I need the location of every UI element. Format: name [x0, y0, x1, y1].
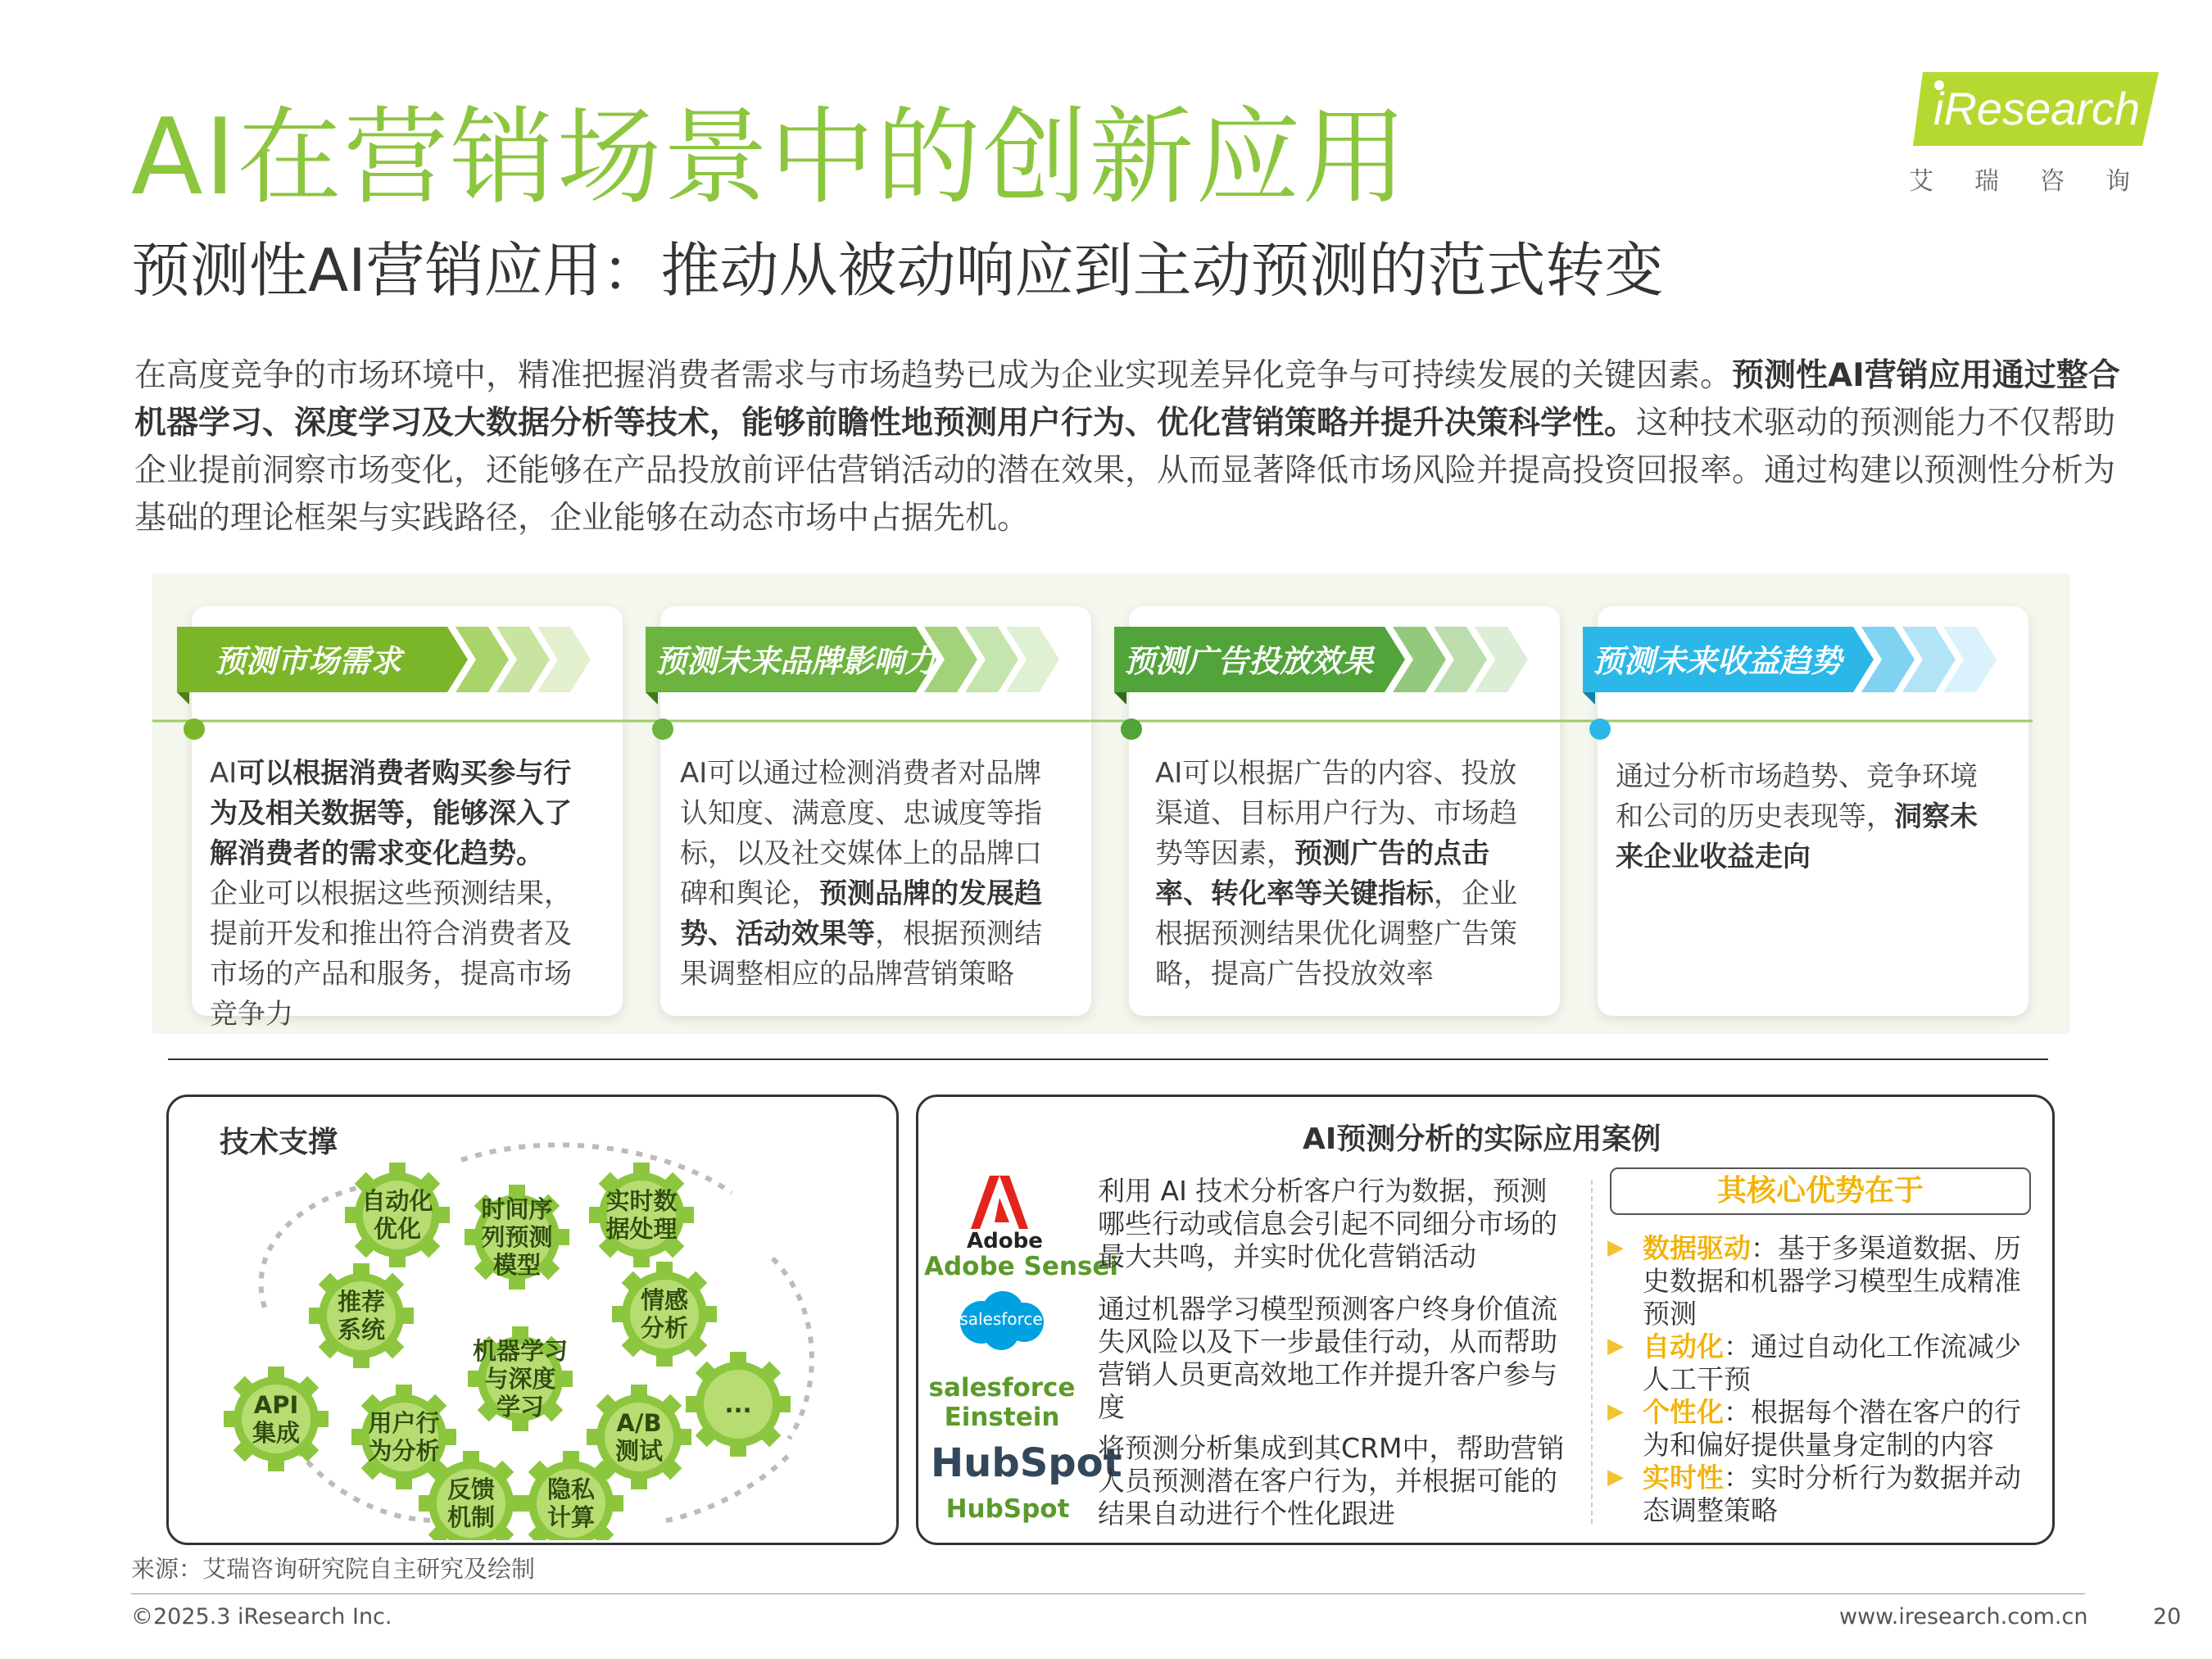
card4-pre: 通过分析市场趋势、竞争环境和公司的历史表现等， — [1616, 760, 1978, 833]
adobe-logo-text: Adobe — [967, 1229, 1043, 1253]
advantage-arrow-icon: ▶ — [1607, 1334, 1624, 1358]
gear-label-timeseries: 时间序 列预测 模型 — [481, 1195, 553, 1279]
gear-label-realtime: 实时数 据处理 — [605, 1187, 678, 1243]
page-number: 20 — [2153, 1604, 2182, 1630]
card3-bold: 预测广告的点击率、转化率等关键指标 — [1155, 837, 1489, 910]
gear-label-sentiment: 情感 分析 — [640, 1286, 688, 1342]
intro-bold: 预测性AI营销应用通过整合机器学习、深度学习及大数据分析等技术，能够前瞻性地预测用户行为、优化营销策略并提升决策科学性。 — [134, 357, 2120, 442]
gear-label-userbehavior: 用户行 为分析 — [368, 1409, 440, 1465]
card1-post: 企业可以根据这些预测结果，提前开发和推出符合消费者及市场的产品和服务，提高市场竞争力 — [210, 877, 572, 1031]
card-text-revenue-trend — [1616, 757, 2001, 877]
intro-part2: 这种技术驱动的预测能力不仅帮助企业提前洞察市场变化，还能够在产品投放前评估营销活动的潜在效果，从而显著降低市场风险并提高投资回报率。通过构建以预测性分析为基础的理论框架与实践路径，企业能够在动态市场中占据先机。 — [134, 405, 2116, 537]
advantage-text: ：根据每个潜在客户的行为和偏好提供量身定制的内容 — [1643, 1396, 2021, 1461]
intro-paragraph — [134, 352, 2133, 542]
logo-subtext: 艾瑞咨询 — [1909, 167, 2171, 196]
brand-salesforce-einstein: salesforce Einstein — [928, 1373, 1076, 1432]
tag-label-revenue-trend: 预测未来收益趋势 — [1593, 643, 1843, 679]
card1-bold: 可以根据消费者购买参与行为及相关数据等，能够深入了解消费者的需求变化趋势。 — [210, 757, 572, 870]
section-divider — [168, 1058, 2048, 1060]
advantage-automation — [1643, 1330, 2036, 1396]
gear-label-ml: 机器学习 与深度 学习 — [472, 1337, 568, 1421]
gear-label-recommend: 推荐 系统 — [337, 1288, 385, 1344]
advantage-text: ：通过自动化工作流减少人工干预 — [1643, 1330, 2021, 1395]
card-text-brand-influence — [680, 754, 1065, 995]
card-text-market-demand — [210, 754, 595, 1035]
advantage-text: ：基于多渠道数据、历史数据和机器学习模型生成精准预测 — [1643, 1232, 2021, 1330]
card2-post: ，根据预测结果调整相应的品牌营销策略 — [680, 918, 1042, 990]
advantages-title: 其核心优势在于 — [1610, 1167, 2031, 1215]
card3-pre: AI可以根据广告的内容、投放渠道、目标用户行为、市场趋势等因素， — [1155, 757, 1517, 870]
gear-label-abtest: A/B 测试 — [614, 1409, 663, 1465]
advantage-arrow-icon: ▶ — [1607, 1465, 1624, 1489]
gear-label-auto: 自动化 优化 — [361, 1187, 433, 1243]
footer-line — [131, 1593, 2085, 1594]
logo-text: iResearch — [1933, 83, 2141, 134]
page-subtitle: 预测性AI营销应用：推动从被动响应到主动预测的范式转变 — [131, 236, 1664, 305]
advantage-arrow-icon: ▶ — [1607, 1399, 1624, 1424]
card-text-ad-effect — [1155, 754, 1540, 995]
case-text-hubspot: 将预测分析集成到其CRM中，帮助营销人员预测潜在客户行为，并根据可能的结果自动进行个性化跟进 — [1098, 1432, 1565, 1530]
gear-label-api: API 集成 — [252, 1391, 300, 1447]
cases-title: AI预测分析的实际应用案例 — [1303, 1122, 1661, 1156]
case-text-adobe: 利用 AI 技术分析客户行为数据，预测哪些行动或信息会引起不同细分市场的最大共鸣，并实时优化营销活动 — [1098, 1175, 1557, 1272]
card1-pre: AI — [210, 757, 238, 790]
gear-label-more: ... — [724, 1390, 752, 1418]
tech-support-title: 技术支撑 — [220, 1126, 338, 1159]
gear-label-privacy: 隐私 计算 — [546, 1475, 595, 1531]
advantage-key: 数据驱动 — [1643, 1232, 1751, 1264]
advantage-text: ：实时分析行为数据并动态调整策略 — [1643, 1462, 2021, 1526]
cases-divider — [1591, 1180, 1593, 1524]
tag-label-brand-influence: 预测未来品牌影响力 — [655, 643, 936, 679]
source-note: 来源：艾瑞咨询研究院自主研究及绘制 — [131, 1555, 536, 1583]
brand-hubspot: HubSpot — [945, 1494, 1070, 1524]
advantage-key: 自动化 — [1643, 1330, 1724, 1362]
website-link[interactable]: www.iresearch.com.cn — [1839, 1604, 2088, 1630]
copyright: ©2025.3 iResearch Inc. — [131, 1604, 392, 1630]
advantage-personalization — [1643, 1396, 2036, 1462]
case-text-salesforce: 通过机器学习模型预测客户终身价值流失风险以及下一步最佳行动，从而帮助营销人员更高效地工作并提升客户参与度 — [1098, 1293, 1557, 1423]
page-title: AI在营销场景中的创新应用 — [131, 97, 1409, 219]
tech-gears-svg — [166, 1095, 894, 1540]
hubspot-logo-text: HubSpot — [931, 1440, 1122, 1486]
card2-pre: AI可以通过检测消费者对品牌认知度、满意度、忠诚度等指标，以及社交媒体上的品牌口碑和舆论， — [680, 757, 1042, 910]
card2-bold: 预测品牌的发展趋势、活动效果等 — [680, 877, 1042, 950]
advantage-arrow-icon: ▶ — [1607, 1235, 1624, 1260]
intro-part1: 在高度竞争的市场环境中，精准把握消费者需求与市场趋势已成为企业实现差异化竞争与可持续发展的关键因素。 — [134, 357, 1733, 394]
adobe-icon — [967, 1172, 1032, 1237]
advantage-key: 个性化 — [1643, 1396, 1724, 1428]
advantage-data-driven — [1643, 1232, 2036, 1330]
salesforce-logo-text: salesforce — [959, 1309, 1043, 1329]
advantage-realtime — [1643, 1462, 2036, 1527]
card3-post: ，企业根据预测结果优化调整广告策略，提高广告投放效率 — [1155, 877, 1517, 990]
advantage-key: 实时性 — [1643, 1462, 1724, 1494]
gear-label-feedback: 反馈 机制 — [446, 1475, 495, 1531]
tag-label-ad-effect: 预测广告投放效果 — [1124, 643, 1374, 679]
tag-label-market-demand: 预测市场需求 — [215, 643, 402, 679]
brand-adobe-sensei: Adobe Sensei — [924, 1252, 1119, 1281]
card4-bold: 洞察未来企业收益走向 — [1616, 800, 1978, 873]
